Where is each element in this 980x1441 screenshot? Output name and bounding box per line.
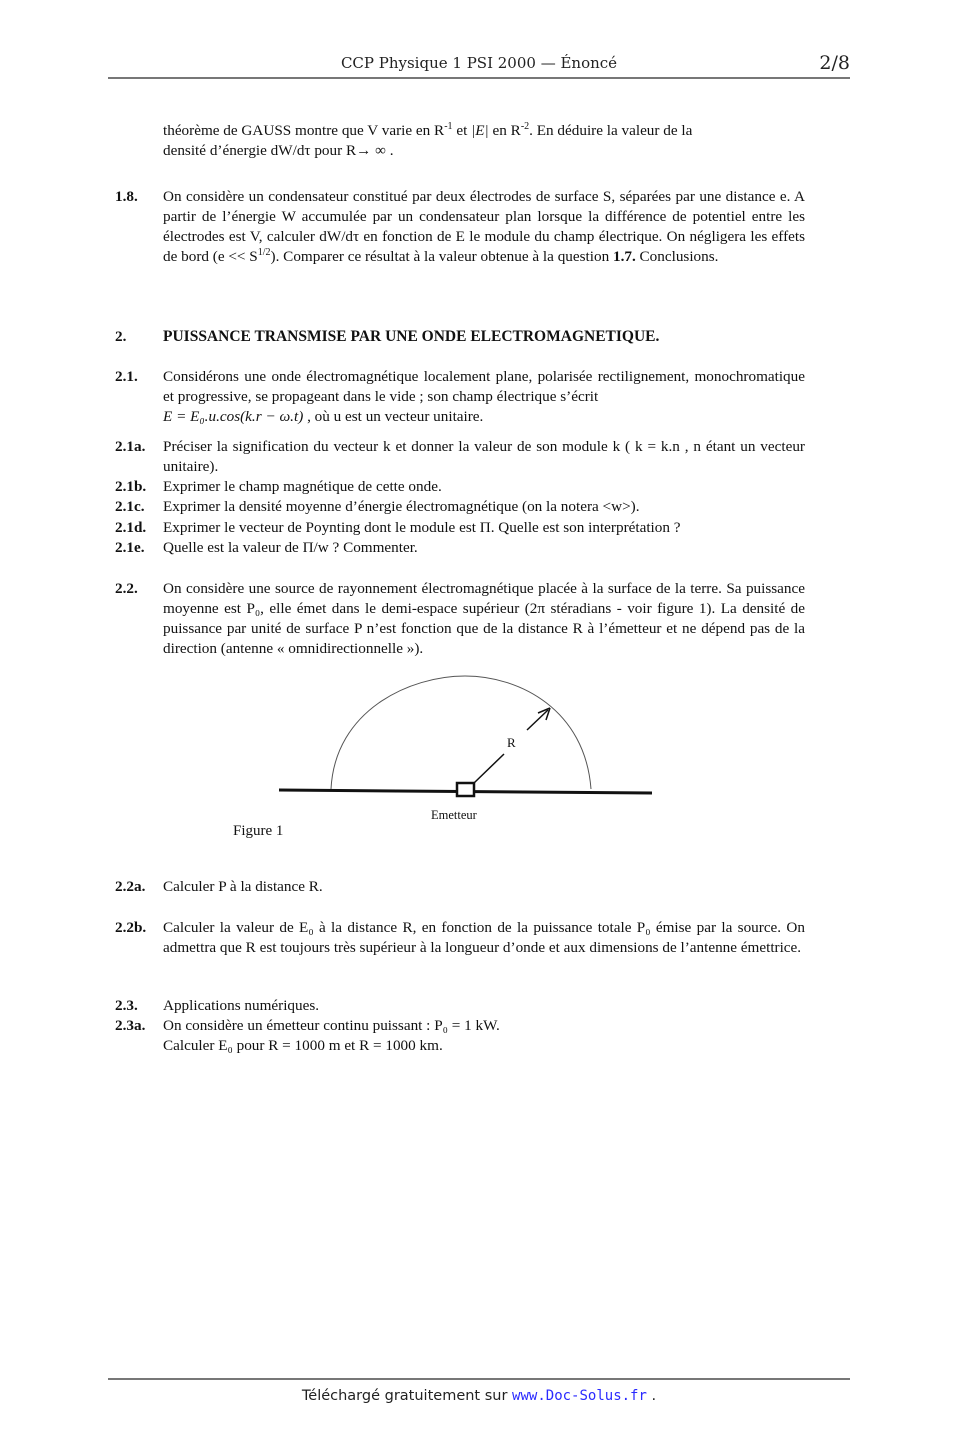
footer-text: Téléchargé gratuitement sur (301, 1388, 513, 1404)
footer-rule (108, 1378, 850, 1380)
question-number: 2.1b. (115, 478, 147, 495)
question-2-2a (115, 877, 805, 897)
intro-text-b: et (452, 122, 472, 139)
question-number: 2.1. (115, 368, 138, 385)
question-number: 2.2a. (115, 878, 146, 895)
emitter-box (457, 783, 474, 796)
intro-text-a: théorème de GAUSS montre que V varie en R (163, 122, 445, 139)
figure-caption: Figure 1 (233, 823, 284, 839)
figure-1 (220, 670, 680, 850)
q18-text-b: ). Comparer ce résultat à la valeur obtenue à la question (270, 248, 613, 265)
question-number: 2.1a. (115, 438, 146, 455)
intro-exp-2: -2 (520, 121, 530, 132)
intro-abs-e: |E| (471, 122, 489, 139)
section-title: PUISSANCE TRANSMISE PAR UNE ONDE ELECTROMAGNETIQUE. (163, 328, 660, 345)
intro-line-1 (163, 121, 805, 141)
q18-exp: 1/2 (257, 247, 271, 258)
question-text-line-2: Calculer E₀ pour R = 1000 m et R = 1000 km. (163, 1037, 443, 1054)
question-text: Applications numériques. (163, 997, 320, 1014)
question-text: On considère une source de rayonnement électromagnétique placée à la surface de la terre. Sa puissance moyenne est P₀, elle émet dans le demi-espace supérieur (2π stéradians - voir figure 1). La densité de puissance par unité de surface P n’est fonction que de la distance R à l’émetteur et ne dépend pas de la direction (antenne « omnidirectionnelle »). (163, 580, 805, 657)
question-2-1 (115, 367, 805, 427)
question-number: 2.1d. (115, 519, 147, 536)
hemisphere-diagram (220, 670, 680, 850)
q18-text-c: Conclusions. (635, 248, 719, 265)
emitter-label: Emetteur (431, 808, 477, 822)
question-2-1d (115, 518, 805, 538)
question-1-8 (115, 187, 805, 267)
section-2-heading (115, 327, 805, 347)
intro-line-2: densité d’énergie dW/dτ pour R→ ∞ . (163, 142, 394, 159)
question-number: 2.1c. (115, 498, 145, 515)
question-number: 2.2b. (115, 919, 147, 936)
intro-paragraph (115, 121, 805, 161)
formula-tail: , où u est un vecteur unitaire. (303, 408, 484, 425)
question-number: 2.2. (115, 580, 138, 597)
question-number: 1.8. (115, 188, 138, 205)
question-2-3a (115, 1016, 805, 1056)
hemisphere-arc (331, 676, 591, 789)
radius-line-upper (527, 710, 548, 730)
footer-tail: . (646, 1388, 657, 1404)
page-header (108, 54, 850, 76)
header-rule (108, 77, 850, 79)
radius-line-lower (474, 754, 504, 783)
question-text: Préciser la signification du vecteur k et donner la valeur de son module k ( k = k.n , n étant un vecteur unitaire). (163, 438, 805, 475)
question-text: Exprimer la densité moyenne d’énergie électromagnétique (on la notera <w>). (163, 498, 640, 515)
radius-label: R (507, 735, 516, 750)
electric-field-formula: E = E₀.u.cos(k.r − ω.t) (163, 408, 304, 425)
question-text (163, 187, 805, 267)
question-text-line-1: On considère un émetteur continu puissant : P₀ = 1 kW. (163, 1017, 500, 1034)
intro-exp-1: -1 (444, 121, 453, 132)
page-footer (108, 1388, 850, 1404)
question-text: Calculer la valeur de E₀ à la distance R, en fonction de la puissance totale P₀ émise par la source. On admettra que R est toujours très supérieur à la longueur d’onde et aux dimensions de l’antenne émettrice. (163, 919, 805, 956)
question-2-1e (115, 538, 805, 558)
question-text: Quelle est la valeur de Π/w ? Commenter. (163, 539, 418, 556)
section-number: 2. (115, 328, 127, 345)
question-number: 2.1e. (115, 539, 145, 556)
question-number: 2.3. (115, 997, 138, 1014)
question-2-1c (115, 497, 805, 517)
question-2-1a (115, 437, 805, 477)
q18-text-a: On considère un condensateur constitué par deux électrodes de surface S, séparées par une distance e. A partir de l’énergie W accumulée par un condensateur plan lorsque la différence de potentiel entre les électrodes est V, calculer dW/dτ en fonction de E le module du champ électrique. On négligera les effets de bord (e << S (163, 188, 805, 265)
question-2-2 (115, 579, 805, 659)
question-text: Exprimer le champ magnétique de cette onde. (163, 478, 442, 495)
question-text: Exprimer le vecteur de Poynting dont le module est Π. Quelle est son interprétation ? (163, 519, 681, 536)
question-2-3 (115, 996, 805, 1016)
question-text: Calculer P à la distance R. (163, 878, 323, 895)
doc-solus-link[interactable]: www.Doc-Solus.fr (512, 1388, 647, 1404)
intro-text-c: en R (488, 122, 521, 139)
page-number: 2/8 (819, 52, 850, 74)
q18-ref: 1.7. (612, 248, 636, 265)
intro-text-d: . En déduire la valeur de la (529, 122, 693, 139)
question-number: 2.3a. (115, 1017, 146, 1034)
header-title: CCP Physique 1 PSI 2000 — Énoncé (340, 54, 618, 72)
question-2-1b (115, 477, 805, 497)
question-2-2b (115, 918, 805, 958)
question-text: Considérons une onde électromagnétique localement plane, polarisée rectilignement, monochromatique et progressive, se propageant dans le vide ; son champ électrique s’écrit (163, 368, 805, 405)
